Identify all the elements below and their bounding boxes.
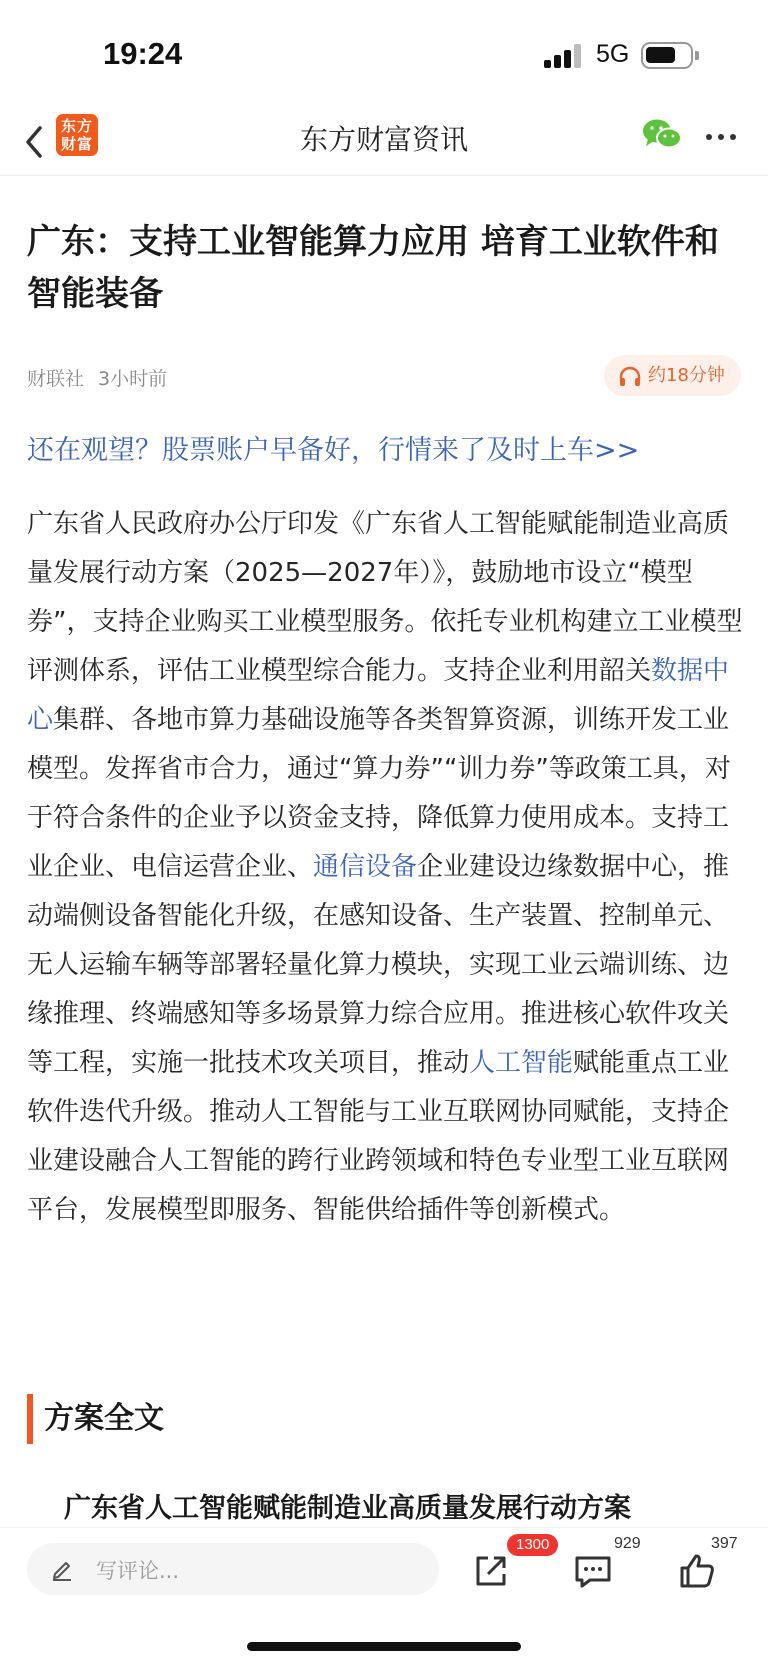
body-paragraph: 广东省人民政府办公厅印发《广东省人工智能赋能制造业高质量发展行动方案（2025—2027年）》，鼓励地市设立“模型券”，支持企业购买工业模型服务。依托专业机构建立工业模型评测体系，评估工业模型综合能力。支持企业利用韶关数据中心集群、各地市算力基础设施等各类智算资源，训练开发工业模型。发挥省市合力，通过“算力券”“训力券”等政策工具，对于符合条件的企业予以资金支持，降低算力使用成本。支持工业企业、电信运营企业、通信设备企业建设边缘数据中心，推动端侧设备智能化升级，在感知设备、生产装置、控制单元、无人运输车辆等部署轻量化算力模块，实现工业云端训练、边缘推理、终端感知等多场景算力综合应用。推进核心软件攻关等工程，实施一批技术攻关项目，推动人工智能赋能重点工业软件迭代升级。推动人工智能与工业互联网协同赋能，支持企业建设融合人工智能的跨行业跨领域和特色专业型工业互联网平台，发展模型即服务、智能供给插件等创新模式。 [27,509,743,1225]
keyword-link-telecom-equipment[interactable]: 通信设备 [313,852,418,882]
keyword-link-data-center[interactable]: 数据中心 [27,656,730,735]
comment-placeholder: 写评论... [96,1559,180,1583]
article-meta [27,364,167,391]
article-time: 3小时前 [98,368,168,390]
network-type: 5G [596,40,630,68]
article-headline: 广东：支持工业智能算力应用 培育工业软件和智能装备 [27,222,719,314]
section-heading: 方案全文 [27,1394,164,1444]
comment-input[interactable] [27,1543,439,1595]
status-time: 19:24 [103,36,183,71]
app-logo: 东方 财富 [56,114,98,156]
document-title: 广东省人工智能赋能制造业高质量发展行动方案 [64,1493,631,1524]
like-count: 397 [711,1535,738,1552]
comment-count: 929 [614,1535,641,1552]
nav-bar [0,110,768,176]
bottom-action-bar [0,1527,768,1669]
article-source: 财联社 [27,368,85,390]
article-body [27,500,745,1235]
signal-icon [544,44,584,68]
promo-link[interactable]: 还在观望？股票账户早备好，行情来了及时上车>> [27,435,640,466]
headphone-icon [618,365,642,387]
more-icon[interactable] [706,134,738,142]
battery-icon [641,42,693,69]
share-icon[interactable] [466,1546,516,1596]
share-count-badge: 1300 [507,1534,558,1556]
thumbs-up-icon[interactable] [672,1546,722,1596]
keyword-link-ai[interactable]: 人工智能 [469,1048,574,1078]
wechat-icon[interactable] [642,118,682,150]
listen-duration: 约18分钟 [648,365,725,386]
listen-button[interactable] [604,355,741,396]
comment-icon[interactable] [568,1546,618,1596]
nav-title: 东方财富资讯 [299,123,468,156]
home-indicator [247,1642,521,1651]
status-bar [0,0,768,110]
pen-icon [49,1556,75,1582]
